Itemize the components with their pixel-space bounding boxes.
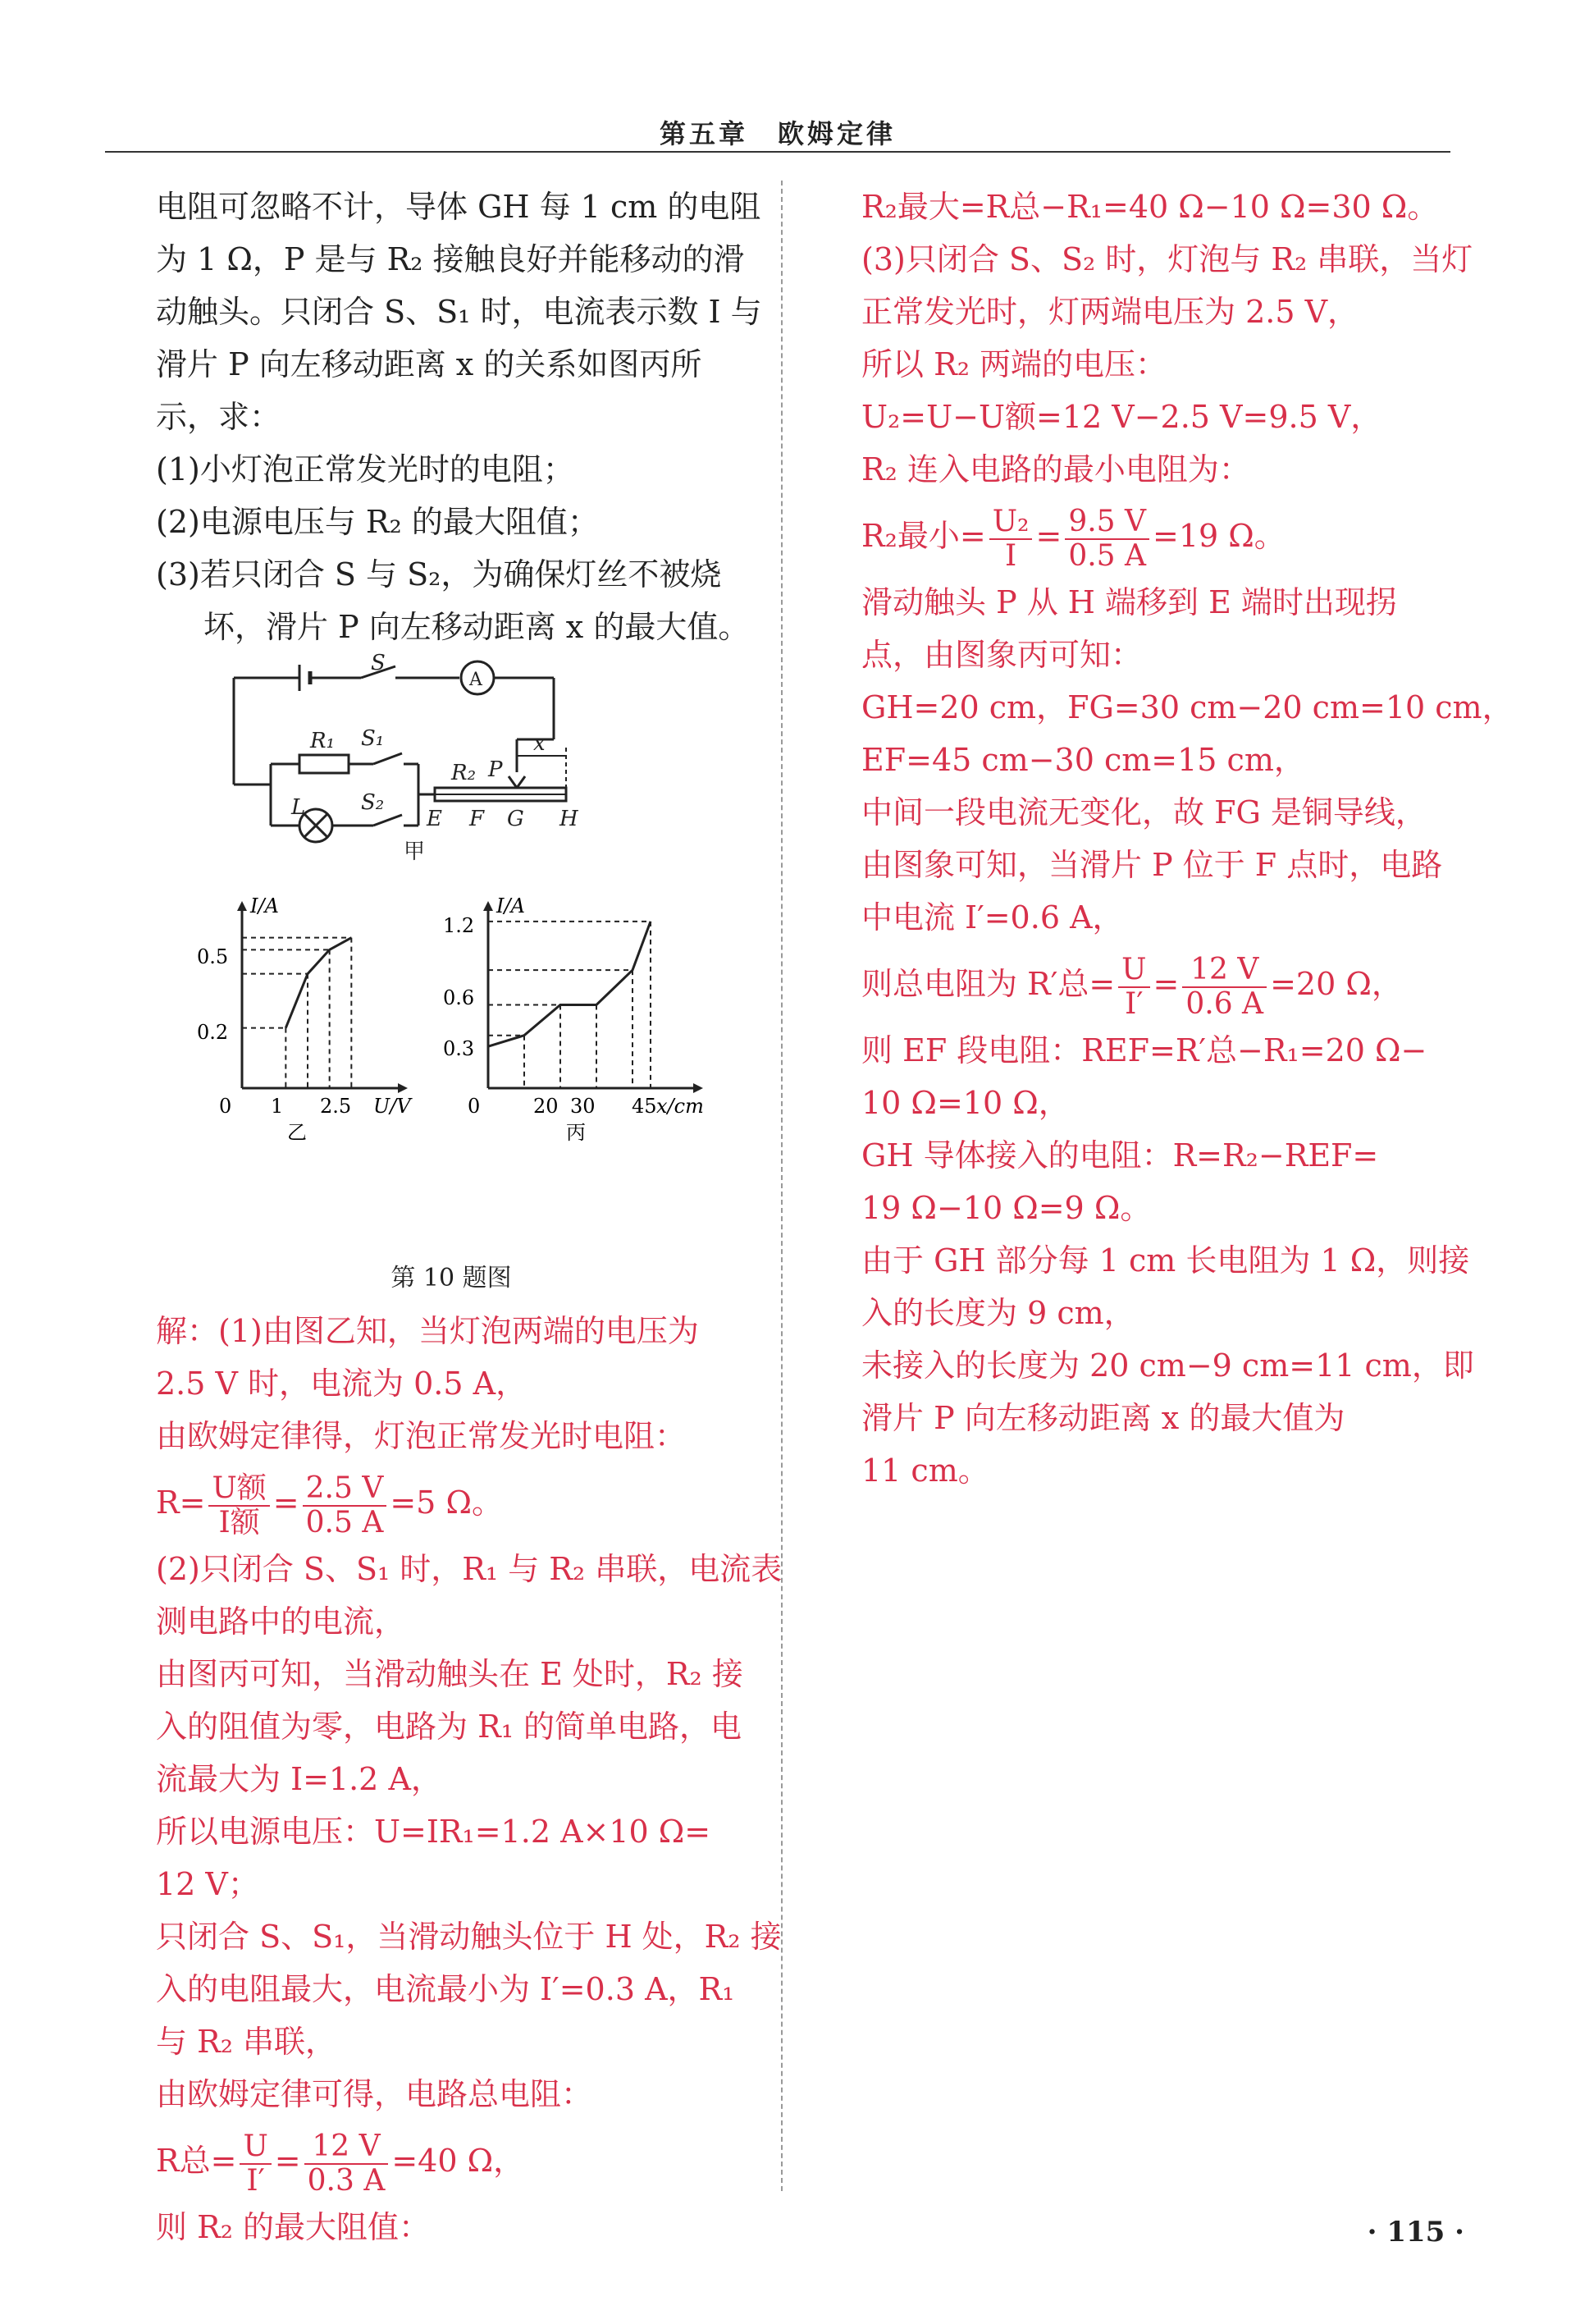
- eq-rhs: =19 Ω。: [1153, 518, 1286, 554]
- graph-c-ytick: 0.6: [443, 986, 475, 1009]
- fraction-den: 0.5 A: [305, 1505, 384, 1539]
- solution-line: 中间一段电流无变化，故 FG 是铜导线，: [861, 794, 1427, 830]
- label-l: L: [291, 795, 306, 820]
- fraction: [1182, 954, 1267, 1020]
- eq-rhs: =20 Ω，: [1270, 966, 1403, 1002]
- eq-lhs: 则总电阻为 R′总=: [861, 966, 1116, 1002]
- solution-line: EF=45 cm−30 cm=15 cm，: [861, 742, 1305, 778]
- chapter-title: 第五章 欧姆定律: [659, 118, 896, 149]
- graph-c-xtick: 20: [533, 1095, 559, 1118]
- fraction-den: 0.6 A: [1185, 986, 1264, 1021]
- graph-c-xtick: 30: [570, 1095, 596, 1118]
- problem-line: 为 1 Ω，P 是与 R₂ 接触良好并能移动的滑: [156, 241, 745, 277]
- fraction-num: U: [240, 2130, 271, 2165]
- series-line: [285, 938, 351, 1028]
- solution-line: 则 R₂ 的最大阻值：: [156, 2209, 431, 2245]
- problem-line: 示，求：: [156, 399, 281, 435]
- graph-b-origin: 0: [219, 1095, 232, 1118]
- solution-line: 入的电阻最大，电流最小为 I′=0.3 A，R₁: [156, 1971, 735, 2007]
- solution-line: 点，由图象丙可知：: [861, 637, 1143, 673]
- eq-lhs: R总=: [156, 2143, 237, 2179]
- solution-line: 10 Ω=10 Ω，: [861, 1085, 1070, 1121]
- graph-b-ylabel: I/A: [250, 894, 279, 917]
- solution-line: U₂=U−U额=12 V−2.5 V=9.5 V，: [861, 399, 1382, 435]
- fraction-den: I′: [1125, 986, 1144, 1021]
- figure: [156, 653, 747, 1252]
- problem-line: 动触头。只闭合 S、S₁ 时，电流表示数 I 与: [156, 294, 762, 330]
- solution-line: 11 cm。: [861, 1452, 989, 1489]
- equation-r2-min: [861, 496, 1464, 576]
- solution-line: 滑片 P 向左移动距离 x 的最大值为: [861, 1400, 1345, 1436]
- graph-c: [443, 894, 704, 1144]
- y-axis-arrow: [483, 901, 493, 911]
- graph-c-plot: [488, 922, 651, 1088]
- y-axis-arrow: [237, 901, 247, 911]
- problem-line: 滑片 P 向左移动距离 x 的关系如图丙所: [156, 346, 702, 382]
- label-s2: S₂: [361, 790, 385, 815]
- solution-line: 由于 GH 部分每 1 cm 长电阻为 1 Ω，则接: [861, 1242, 1470, 1279]
- fraction-den: 0.5 A: [1068, 538, 1147, 573]
- fraction-num: U额: [208, 1472, 269, 1507]
- column-divider: [781, 181, 783, 2191]
- fraction-den: I: [1004, 538, 1017, 573]
- solution-line: 入的长度为 9 cm，: [861, 1295, 1135, 1331]
- slider-p-arrow: [509, 776, 517, 788]
- label-a: A: [469, 670, 482, 690]
- solution-line: (3)只闭合 S、S₂ 时，灯泡与 R₂ 串联，当灯: [861, 241, 1473, 277]
- slider-p-arrow: [517, 776, 525, 788]
- solution-line: 则 EF 段电阻：REF=R′总−R₁=20 Ω−: [861, 1032, 1427, 1068]
- eq-mid: =: [1035, 518, 1062, 554]
- solution-line: 正常发光时，灯两端电压为 2.5 V，: [861, 294, 1359, 330]
- solution-line: 与 R₂ 串联，: [156, 2024, 337, 2060]
- right-column: [861, 181, 1514, 1497]
- eq-mid: =: [1153, 966, 1180, 1002]
- graph-c-ytick: 0.3: [443, 1037, 475, 1060]
- graph-c-xlabel: x/cm: [656, 1095, 704, 1118]
- graph-b-label: 乙: [287, 1121, 307, 1144]
- label-g: G: [507, 807, 524, 831]
- label-r1: R₁: [310, 729, 335, 753]
- solution-line: 入的阻值为零，电路为 R₁ 的简单电路，电: [156, 1709, 742, 1745]
- solution-line: GH 导体接入的电阻：R=R₂−REF=: [861, 1137, 1379, 1173]
- solution-line: 所以 R₂ 两端的电压：: [861, 346, 1167, 382]
- page-number: · 115 ·: [1367, 2216, 1464, 2249]
- resistor-r1: [299, 755, 349, 773]
- eq-mid: =: [272, 1485, 299, 1521]
- solution-line: 由欧姆定律得，灯泡正常发光时电阻：: [156, 1418, 687, 1454]
- equation-r-prime: [861, 944, 1464, 1024]
- x-axis-arrow: [398, 1083, 408, 1093]
- solution-line: (2)只闭合 S、S₁ 时，R₁ 与 R₂ 串联，电流表: [156, 1551, 783, 1587]
- solution-line: R₂最大=R总−R₁=40 Ω−10 Ω=30 Ω。: [861, 189, 1439, 225]
- eq-rhs: =40 Ω，: [391, 2143, 525, 2179]
- eq-lhs: R=: [156, 1485, 206, 1521]
- fraction-num: U₂: [989, 506, 1033, 540]
- graph-c-xtick: 45: [632, 1095, 657, 1118]
- problem-line: 电阻可忽略不计，导体 GH 每 1 cm 的电阻: [156, 189, 761, 225]
- solution-line: 12 V；: [156, 1866, 259, 1902]
- label-r2: R₂: [451, 761, 476, 785]
- equation-r-lamp: [156, 1462, 747, 1543]
- graph-c-label: 丙: [566, 1121, 586, 1144]
- graph-b: [197, 894, 413, 1144]
- fraction-num: 12 V: [1182, 954, 1267, 988]
- graph-b-ytick: 0.2: [197, 1021, 229, 1044]
- fraction-num: 12 V: [304, 2130, 389, 2165]
- solution-line: 19 Ω−10 Ω=9 Ω。: [861, 1190, 1152, 1226]
- fraction: [303, 1472, 387, 1539]
- solution-line: R₂ 连入电路的最小电阻为：: [861, 451, 1250, 487]
- eq-lhs: R₂最小=: [861, 518, 986, 554]
- solution-line: 解：(1)由图乙知，当灯泡两端的电压为: [156, 1313, 699, 1349]
- page-header: [105, 108, 1450, 153]
- graph-c-ylabel: I/A: [496, 894, 525, 917]
- solution-line: 所以电源电压：U=IR₁=1.2 A×10 Ω=: [156, 1814, 711, 1850]
- switch-s2: [373, 815, 402, 826]
- solution-line: 流最大为 I=1.2 A，: [156, 1761, 442, 1797]
- label-p: P: [488, 757, 503, 782]
- graph-b-xtick: 2.5: [320, 1095, 352, 1118]
- figure-svg: [156, 653, 747, 1252]
- question-3: (3)若只闭合 S 与 S₂，为确保灯丝不被烧: [156, 556, 722, 592]
- fraction: [240, 2130, 271, 2197]
- fraction-den: I额: [218, 1505, 260, 1539]
- solution-line: 由图丙可知，当滑动触头在 E 处时，R₂ 接: [156, 1656, 743, 1692]
- equation-r-total: [156, 2120, 747, 2201]
- solution-line: 滑动触头 P 从 H 端移到 E 端时出现拐: [861, 584, 1397, 620]
- figure-caption: 第 10 题图: [390, 1264, 512, 1292]
- fraction-den: I′: [246, 2163, 265, 2198]
- graph-b-xlabel: U/V: [373, 1095, 411, 1118]
- left-column: [156, 181, 783, 2253]
- graph-b-ytick: 0.5: [197, 945, 229, 968]
- solution-line: 未接入的长度为 20 cm−9 cm=11 cm，即: [861, 1347, 1474, 1384]
- question-3-cont: 坏，滑片 P 向左移动距离 x 的最大值。: [203, 609, 750, 645]
- x-axis-arrow: [693, 1083, 703, 1093]
- solution-line: 测电路中的电流，: [156, 1603, 406, 1640]
- fraction-den: 0.3 A: [307, 2163, 386, 2198]
- label-x: x: [533, 731, 546, 756]
- label-jia: 甲: [404, 839, 426, 864]
- switch-s1: [373, 753, 402, 764]
- graph-b-xtick: 1: [271, 1095, 284, 1118]
- fraction-num: U: [1118, 954, 1149, 988]
- solution-line: 只闭合 S、S₁，当滑动触头位于 H 处，R₂ 接: [156, 1919, 782, 1955]
- solution-line: 由欧姆定律可得，电路总电阻：: [156, 2076, 593, 2112]
- fraction: [989, 506, 1033, 572]
- solution-line: GH=20 cm，FG=30 cm−20 cm=10 cm，: [861, 689, 1514, 725]
- solution-line: 中电流 I′=0.6 A，: [861, 899, 1124, 936]
- question-1: (1)小灯泡正常发光时的电阻；: [156, 451, 574, 487]
- eq-mid: =: [274, 2143, 301, 2179]
- label-s1: S₁: [361, 726, 385, 751]
- fraction-num: 2.5 V: [303, 1472, 387, 1507]
- label-e: E: [427, 807, 442, 831]
- fraction-num: 9.5 V: [1065, 506, 1149, 540]
- series-line: [488, 922, 651, 1046]
- fraction: [208, 1472, 269, 1539]
- circuit-labels: [290, 653, 579, 864]
- solution-line: 2.5 V 时，电流为 0.5 A，: [156, 1366, 527, 1402]
- label-h: H: [559, 807, 578, 831]
- fraction: [304, 2130, 389, 2197]
- graph-c-ytick: 1.2: [443, 914, 475, 937]
- fraction: [1065, 506, 1149, 572]
- graph-c-origin: 0: [468, 1095, 481, 1118]
- label-f: F: [469, 807, 485, 831]
- label-s: S: [371, 653, 386, 675]
- fraction: [1118, 954, 1149, 1020]
- graph-b-plot: [242, 938, 351, 1088]
- question-2: (2)电源电压与 R₂ 的最大阻值；: [156, 504, 599, 540]
- eq-rhs: =5 Ω。: [390, 1485, 503, 1521]
- solution-line: 由图象可知，当滑片 P 位于 F 点时，电路: [861, 847, 1443, 883]
